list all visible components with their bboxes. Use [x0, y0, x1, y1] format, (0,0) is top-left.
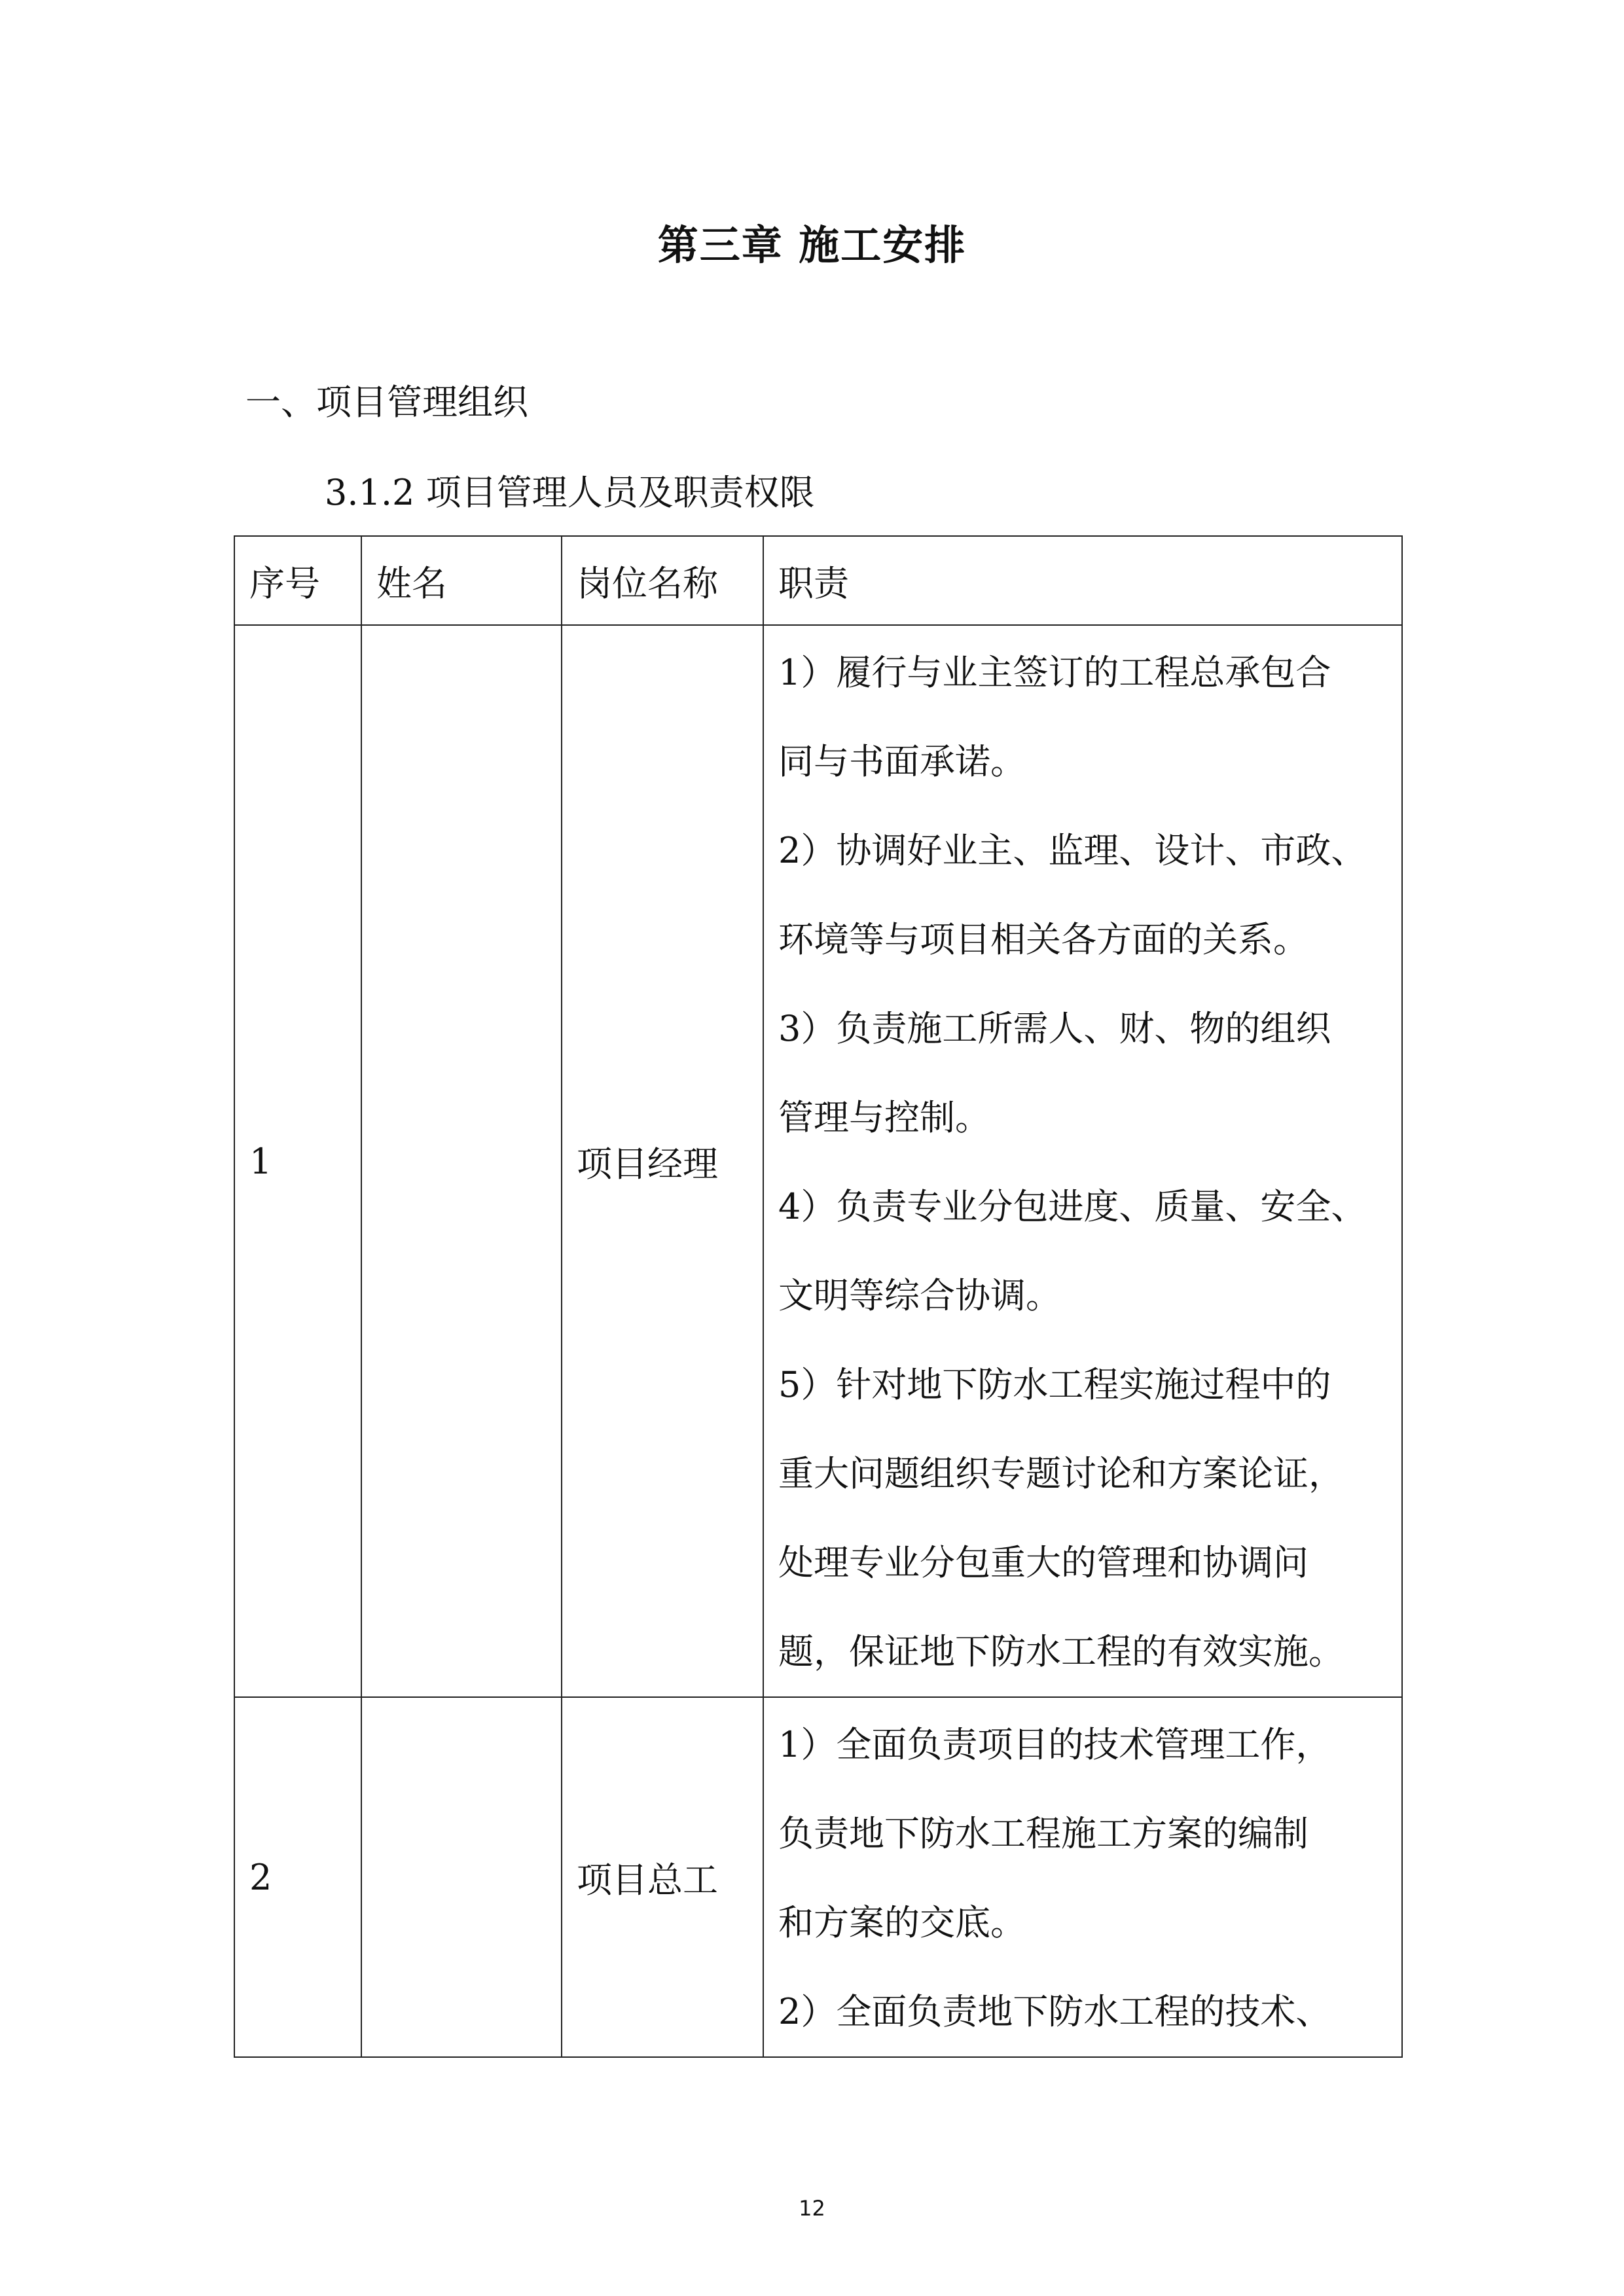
header-no: 序号 — [234, 536, 361, 625]
duty-line: 重大问题组织专题讨论和方案论证， — [778, 1453, 1344, 1494]
duty-line: 4）负责专业分包进度、质量、安全、 — [778, 1186, 1367, 1227]
chapter-title: 第三章 施工安排 — [657, 221, 967, 269]
table-row — [234, 1697, 1402, 2057]
duty-line: 处理专业分包重大的管理和协调问 — [778, 1542, 1308, 1583]
cell-name — [361, 625, 562, 1697]
cell-no: 2 — [234, 1697, 361, 2057]
duty-line: 管理与控制。 — [778, 1097, 990, 1138]
section-heading: 一、项目管理组织 — [245, 382, 528, 423]
duty-line: 文明等综合协调。 — [778, 1275, 1061, 1316]
cell-position: 项目总工 — [562, 1697, 763, 2057]
cell-duties — [763, 1697, 1402, 2057]
duty-line: 1）全面负责项目的技术管理工作， — [778, 1724, 1331, 1765]
header-duties: 职责 — [763, 536, 1402, 625]
cell-position: 项目经理 — [562, 625, 763, 1697]
duty-line: 2）协调好业主、监理、设计、市政、 — [778, 830, 1367, 871]
duty-line: 和方案的交底。 — [778, 1902, 1026, 1943]
duty-line: 环境等与项目相关各方面的关系。 — [778, 919, 1308, 960]
duty-line: 5）针对地下防水工程实施过程中的 — [778, 1364, 1331, 1405]
cell-duties — [763, 625, 1402, 1697]
duty-line: 1）履行与业主签订的工程总承包合 — [778, 652, 1331, 693]
duty-line: 3）负责施工所需人、财、物的组织 — [778, 1008, 1331, 1049]
cell-name — [361, 1697, 562, 2057]
staff-duties-table — [234, 535, 1403, 2058]
cell-no: 1 — [234, 625, 361, 1697]
duty-line: 负责地下防水工程施工方案的编制 — [778, 1813, 1308, 1854]
table-row — [234, 625, 1402, 1697]
duty-line: 题，保证地下防水工程的有效实施。 — [778, 1631, 1344, 1672]
duty-line: 同与书面承诺。 — [778, 741, 1026, 782]
header-name: 姓名 — [361, 536, 562, 625]
page-number: 12 — [799, 2196, 825, 2221]
duty-line: 2）全面负责地下防水工程的技术、 — [778, 1991, 1331, 2032]
header-position: 岗位名称 — [562, 536, 763, 625]
subsection-heading: 3.1.2 项目管理人员及职责权限 — [325, 472, 815, 513]
table-header-row — [234, 536, 1402, 625]
